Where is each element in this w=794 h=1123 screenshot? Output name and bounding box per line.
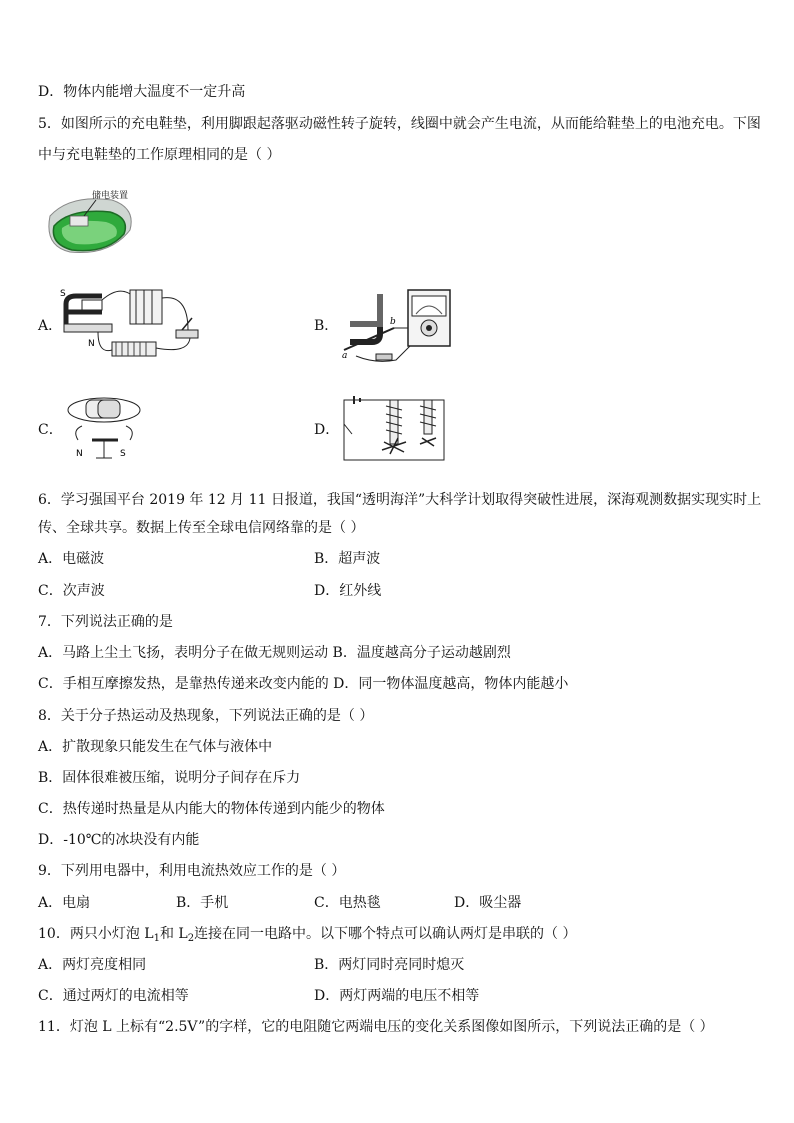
q5-option-d-label: D． (314, 422, 340, 438)
q5-figure-a-circuit (58, 284, 210, 368)
q10-option-d: D．两灯两端的电压不相等 (314, 988, 480, 1004)
q8-option-a: A．扩散现象只能发生在气体与液体中 (38, 739, 273, 755)
q7-options-row1: A．马路上尘土飞扬，表明分子在做无规则运动 B．温度越高分子运动越剧烈 (38, 645, 511, 661)
q8-stem: 8．关于分子热运动及热现象，下列说法正确的是（ ） (38, 708, 374, 724)
q6-option-c: C．次声波 (38, 583, 105, 599)
q7-options-row2: C．手相互摩擦发热，是靠热传递来改变内能的 D．同一物体温度越高，物体内能越小 (38, 676, 569, 692)
q6-option-b: B．超声波 (314, 551, 381, 567)
q10-stem-post: 连接在同一电路中。以下哪个特点可以确认两灯是串联的（ ） (194, 926, 577, 942)
q5-figure-b-galvanometer (336, 284, 456, 370)
q11-stem: 11．灯泡 L 上标有“2.5V”的字样，它的电阻随它两端电压的变化关系图像如图所示，下列说法正确的是（ ） (38, 1019, 714, 1035)
q7-stem: 7．下列说法正确的是 (38, 614, 173, 630)
q9-stem: 9．下列用电器中，利用电流热效应工作的是（ ） (38, 863, 346, 879)
fig-c-s-label: S (120, 449, 126, 459)
fig-b-b-label: b (390, 317, 396, 327)
q6-option-a: A．电磁波 (38, 551, 105, 567)
q5-option-b-label: B． (314, 318, 339, 334)
fig-c-n-label: N (76, 449, 83, 459)
q5-stem-line1: 5．如图所示的充电鞋垫，利用脚跟起落驱动磁性转子旋转，线圈中就会产生电流，从而能给鞋垫上的电池充电。下图 (38, 116, 761, 132)
q10-stem (38, 924, 577, 949)
q4-option-d: D．物体内能增大温度不一定升高 (38, 84, 246, 100)
q6-stem-line2: 传、全球共享。数据上传至全球电信网络靠的是（ ） (38, 520, 365, 536)
q10-stem-mid: 和 L (159, 926, 188, 942)
fig-b-a-label: a (342, 351, 348, 361)
charging-insole-figure (40, 186, 140, 268)
q6-stem-line1: 6．学习强国平台 2019 年 12 月 11 日报道，我国“透明海洋”大科学计划取得突破性进展，深海观测数据实现实时上 (38, 492, 762, 508)
q10-sub2: 2 (187, 933, 195, 944)
q10-stem-pre: 10．两只小灯泡 L (38, 926, 154, 942)
q5-stem-line2: 中与充电鞋垫的工作原理相同的是（ ） (38, 147, 281, 163)
q8-option-b: B．固体很难被压缩，说明分子间存在斥力 (38, 770, 301, 786)
q8-option-c: C．热传递时热量是从内能大的物体传递到内能少的物体 (38, 801, 385, 817)
q5-option-c-label: C． (38, 422, 63, 438)
q5-figure-d-electromagnets (340, 394, 446, 464)
fig-a-n-label: N (88, 339, 95, 349)
q9-option-a: A．电扇 (38, 895, 91, 911)
fig-a-s-label: S (60, 289, 66, 299)
shoe-label: 储电装置 (92, 191, 129, 201)
q9-option-b: B．手机 (176, 895, 229, 911)
q9-option-c: C．电热毯 (314, 895, 381, 911)
q10-option-c: C．通过两灯的电流相等 (38, 988, 189, 1004)
q10-option-b: B．两灯同时亮同时熄灭 (314, 957, 465, 973)
q9-option-d: D．吸尘器 (454, 895, 522, 911)
q8-option-d: D．-10℃的冰块没有内能 (38, 832, 200, 848)
q5-option-a-label: A． (38, 318, 63, 334)
q10-option-a: A．两灯亮度相同 (38, 957, 147, 973)
q5-figure-c-solenoid-compass (62, 394, 146, 468)
q10-sub1: 1 (153, 933, 160, 944)
q6-option-d: D．红外线 (314, 583, 382, 599)
